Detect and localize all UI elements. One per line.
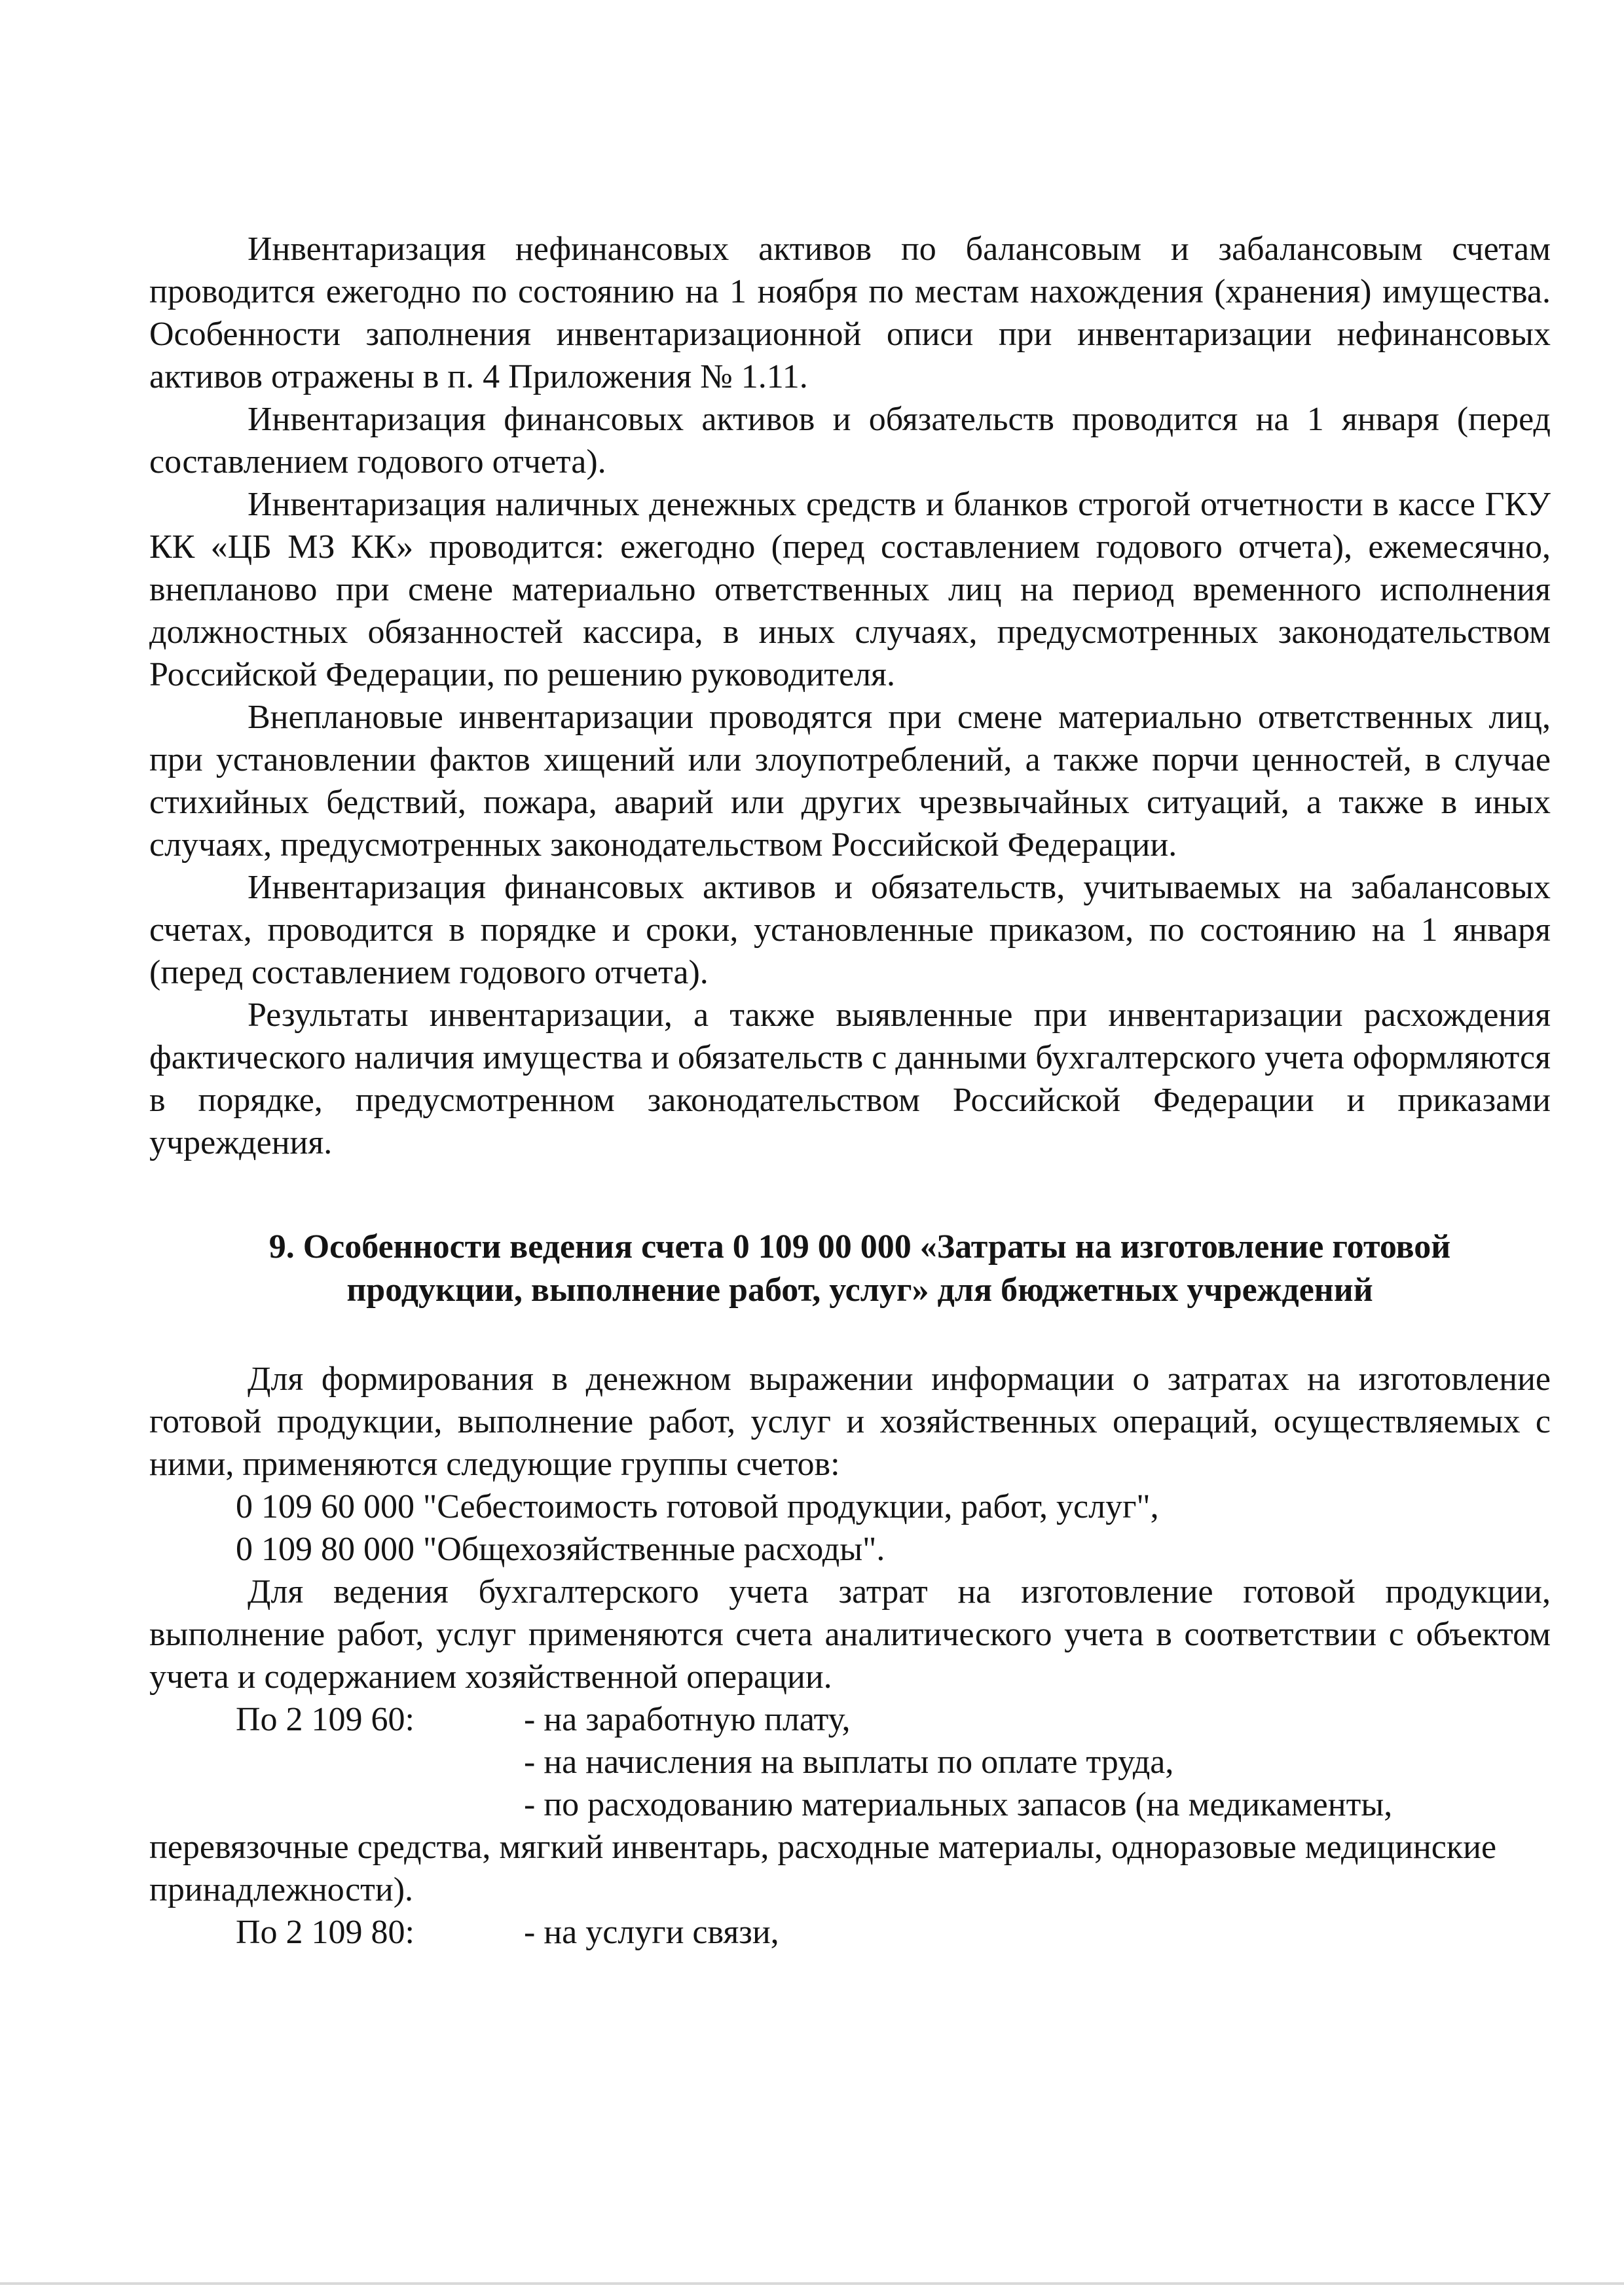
account-2-109-60-item-materials: - по расходованию материальных запасов (на медикаменты, перевязочные средства, мягкий инвентарь, расходные материалы, одноразовые медицинские принадлежности). bbox=[149, 1786, 1497, 1908]
section-intro: Для формирования в денежном выражении информации о затратах на изготовление готовой продукции, выполнение работ, услуг и хозяйственных операций, осуществляемых с ними, применяются следующие группы счетов: bbox=[149, 1360, 1551, 1483]
paragraph-financial-assets: Инвентаризация финансовых активов и обязательств проводится на 1 января (перед составлением годового отчета). bbox=[149, 401, 1551, 481]
account-group-109-80: 0 109 80 000 "Общехозяйственные расходы". bbox=[236, 1531, 885, 1568]
document-page bbox=[149, 228, 1551, 1954]
paragraph-unplanned-inventory: Внеплановые инвентаризации проводятся при смене материально ответственных лиц, при установлении фактов хищений или злоупотреблений, а также порчи ценностей, в случае стихийных бедствий, пожара, аварий или других чрезвычайных ситуаций, а также в иных случаях, предусмотренных законодательством Российской Федерации. bbox=[149, 699, 1551, 864]
account-2-109-80-item-communications: - на услуги связи, bbox=[524, 1914, 779, 1951]
account-2-109-60-label: По 2 109 60: bbox=[236, 1701, 415, 1738]
account-group-109-60: 0 109 60 000 "Себестоимость готовой продукции, работ, услуг", bbox=[236, 1488, 1159, 1525]
analytics-paragraph: Для ведения бухгалтерского учета затрат на изготовление готовой продукции, выполнение работ, услуг применяются счета аналитического учета в соответствии с объектом учета и содержанием хозяйственной операции. bbox=[149, 1573, 1551, 1696]
account-2-109-60-item-wages: - на заработную плату, bbox=[524, 1701, 851, 1738]
paragraph-cash-inventory: Инвентаризация наличных денежных средств и бланков строгой отчетности в кассе ГКУ КК «ЦБ МЗ КК» проводится: ежегодно (перед составлением годового отчета), ежемесячно, внепланово при смене материально ответственных лиц на период временного исполнения должностных обязанностей кассира, в иных случаях, предусмотренных законодательством Российской Федерации, по решению руководителя. bbox=[149, 486, 1551, 693]
paragraph-inventory-results: Результаты инвентаризации, а также выявленные при инвентаризации расхождения фактического наличия имущества и обязательств с данными бухгалтерского учета оформляются в порядке, предусмотренном законодательством Российской Федерации и приказами учреждения. bbox=[149, 996, 1551, 1161]
section-heading: 9. Особенности ведения счета 0 109 00 000 «Затраты на изготовление готовой продукции, выполнение работ, услуг» для бюджетных учреждений bbox=[268, 1228, 1451, 1309]
paragraph-offbalance-inventory: Инвентаризация финансовых активов и обязательств, учитываемых на забалансовых счетах, проводится в порядке и сроки, установленные приказом, по состоянию на 1 января (перед составлением годового отчета). bbox=[149, 869, 1551, 991]
account-2-109-80-row bbox=[149, 1911, 1551, 1954]
account-2-109-60-row bbox=[149, 1698, 1551, 1741]
scan-edge-line bbox=[0, 2282, 1624, 2285]
account-2-109-80-label: По 2 109 80: bbox=[236, 1914, 415, 1951]
account-2-109-60-item-payroll-charges: - на начисления на выплаты по оплате труда, bbox=[524, 1743, 1174, 1781]
paragraph-nonfinancial-assets: Инвентаризация нефинансовых активов по балансовым и забалансовым счетам проводится ежегодно по состоянию на 1 ноября по местам нахождения (хранения) имущества. Особенности заполнения инвентаризационной описи при инвентаризации нефинансовых активов отражены в п. 4 Приложения № 1.11. bbox=[149, 230, 1551, 395]
